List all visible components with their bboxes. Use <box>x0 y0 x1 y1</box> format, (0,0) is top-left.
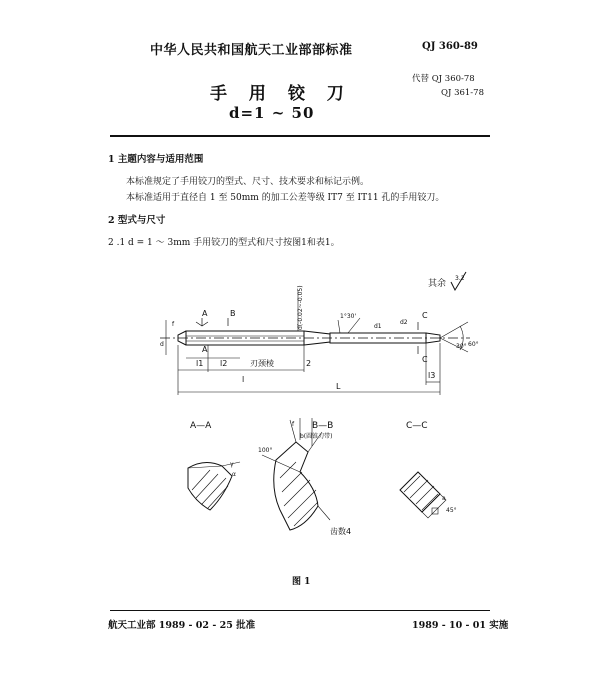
mark-a-lower: A <box>202 345 208 354</box>
section-a-title: A—A <box>190 421 212 431</box>
label-L: L <box>336 382 341 391</box>
section-1-paragraph-2: 本标准适用于直径自 1 至 50mm 的加工公差等级 IT7 至 IT11 孔的手用铰刀。 <box>126 193 445 203</box>
footer-rule <box>110 610 490 611</box>
mark-c-lower: C <box>422 355 428 364</box>
section-2-1-paragraph: 2 .1 d = 1 ～ 3mm 手用铰刀的型式和尺寸按图1和表1。 <box>108 238 340 248</box>
label-angle-60: 60° <box>468 341 479 348</box>
mark-a-upper: A <box>202 309 208 318</box>
label-dim-2: 2 <box>306 359 312 368</box>
label-angle-45: 45° <box>446 507 457 514</box>
label-neck: 刃颈棱 <box>250 359 274 368</box>
label-f: f <box>172 321 175 328</box>
label-angle-100: 100° <box>258 447 273 454</box>
section-2-heading: 2 型式与尺寸 <box>108 215 166 226</box>
label-l3: l3 <box>428 371 436 380</box>
approval-date: 航天工业部 1989 - 02 - 25 批准 <box>108 620 256 631</box>
standard-number: QJ 360-89 <box>422 41 478 52</box>
section-b-profile <box>274 442 318 530</box>
section-1-heading: 1 主题内容与适用范围 <box>108 154 204 165</box>
replaces-standard-2: QJ 361-78 <box>441 88 484 98</box>
label-angle-30: 30° <box>456 343 467 350</box>
label-l2: l2 <box>220 359 228 368</box>
replaces-standard-1: 代替 QJ 360-78 <box>412 74 475 84</box>
document-title: 手 用 铰 刀 <box>210 84 352 104</box>
label-f-b: f <box>292 421 295 428</box>
section-b-title: B—B <box>312 421 334 431</box>
label-l1: l1 <box>196 359 204 368</box>
label-teeth: 齿数4 <box>330 527 352 536</box>
implementation-date: 1989 - 10 - 01 实施 <box>412 620 509 631</box>
label-dia-tolerance: d(-0.02~-0.05) <box>297 285 304 330</box>
roughness-value: 3.2 <box>455 275 465 282</box>
figure-caption: 图 1 <box>292 577 311 587</box>
label-l: l <box>242 375 245 384</box>
section-1-paragraph-1: 本标准规定了手用铰刀的型式、尺寸、技术要求和标记示例。 <box>126 177 370 187</box>
label-d1: d1 <box>374 323 382 330</box>
document-subtitle: d=1 ~ 50 <box>229 104 315 122</box>
section-c-profile <box>400 472 440 512</box>
label-angle-r: 1°30' <box>340 313 357 320</box>
label-d: d <box>160 341 164 348</box>
label-d2: d2 <box>400 319 408 326</box>
label-alpha-a: α <box>232 471 236 478</box>
section-c-title: C—C <box>406 421 428 431</box>
label-gamma-a: γ <box>230 461 234 468</box>
mark-c-upper: C <box>422 311 428 320</box>
label-a-c: a <box>442 495 446 502</box>
surface-note: 其余 <box>428 279 447 289</box>
mark-b: B <box>230 309 236 318</box>
issuing-organization: 中华人民共和国航天工业部部标准 <box>150 43 353 58</box>
section-a-profile <box>188 462 232 510</box>
label-groove: b(圆锥刃带) <box>300 433 333 440</box>
